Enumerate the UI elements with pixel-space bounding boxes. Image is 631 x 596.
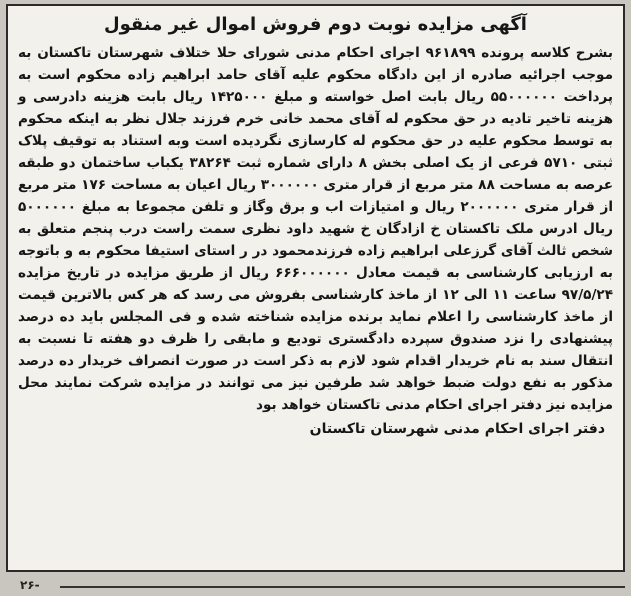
divider-line: [60, 586, 625, 588]
notice-title: آگهی مزایده نوبت دوم فروش اموال غیر منقول: [104, 14, 527, 35]
auction-notice: [6, 4, 625, 572]
notice-signature: دفتر اجرای احکام مدنی شهرستان تاکستان: [309, 421, 605, 437]
page-number: -۲۶: [20, 578, 40, 592]
notice-body: بشرح کلاسه پرونده ۹۶۱۸۹۹ اجرای احکام مدنی شورای حلا ختلاف شهرستان تاکستان به موجب اجرائیه صادره از این دادگاه محکوم علیه آقای حامد ابراهیم زاده محکوم است به پرداخت ۵۵۰۰۰۰۰۰ ریال بابت اصل خواسته و مبلغ ۱۴۲۵۰۰۰ ریال بابت هزینه دادرسی و هزینه تاخیر تادیه در حق محکوم له آقای محمد خانی خرم فرزند جلال نظر به اینکه محکوم به توسط محکوم علیه در حق محکوم له کارسازی نگردیده است وبه استناد به توقیف پلاک ثبتی ۵۷۱۰ فرعی از یک اصلی بخش ۸ دارای شماره ثبت ۳۸۲۶۴ یکباب ساختمان دو طبقه عرصه به مساحت ۸۸ متر مربع از قرار متری ۳۰۰۰۰۰۰ ریال اعیان به مساحت ۱۷۶ متر مربع از قرار متری ۲۰۰۰۰۰۰ ریال و امتیازات اب و برق وگاز و تلفن مجموعا به مبلغ ۵۰۰۰۰۰۰ ریال ادرس ملک تاکستان خ ازادگان خ شهید داود نظری سمت راست درب پنجم متعلق به شخص ثالث آقای گرزعلی ابراهیم زاده فرزندمحمود در ر استای استیفا محکوم به و باتوجه به ارزیابی کارشناسی به قیمت معادل ۶۶۶۰۰۰۰۰۰ ریال از طریق مزایده در تاریخ مزایده ۹۷/۵/۲۴ ساعت ۱۱ الی ۱۲ از ماخذ کارشناسی بفروش می رسد که هر کس بالاترین قیمت از ماخذ کارشناسی را اعلام نماید برنده مزایده شناخته شده و فی المجلس باید ده درصد پیشنهادی را نزد صندوق سپرده دادگستری تودیع و مابقی را ظرف دو هفته تا نسبت به انتقال سند به نام خریدار اقدام شود لازم به ذکر است در صورت انصراف خریدار ده درصد مذکور به نفع دولت ضبط خواهد شد طرفین نیز می توانند در مزایده شرکت نمایند محل مزایده نیز دفتر اجرای احکام مدنی تاکستان خواهد بود: [18, 45, 614, 413]
